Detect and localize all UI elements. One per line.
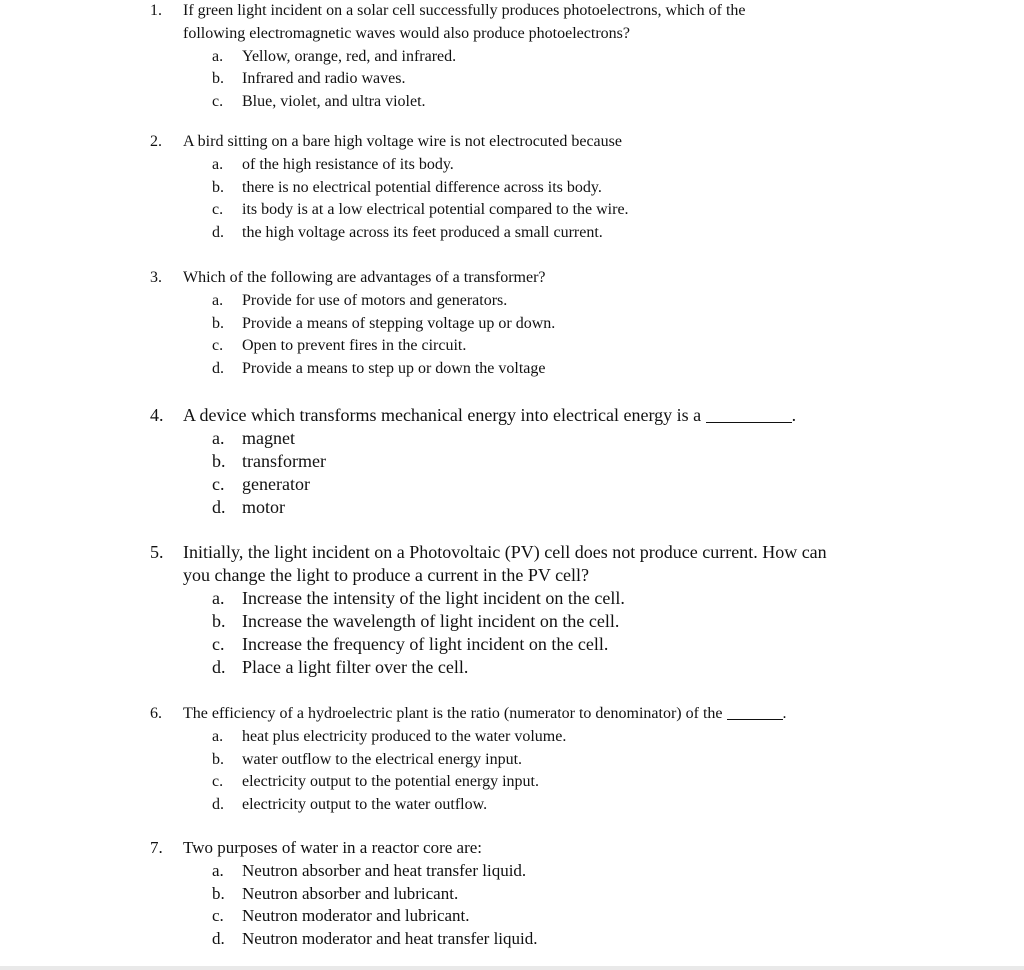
question-text	[183, 404, 796, 427]
option-letter: d.	[212, 497, 226, 517]
answer-option	[212, 68, 1020, 91]
option-letter: a.	[212, 727, 224, 745]
question-number: 7.	[150, 838, 163, 857]
answer-option	[212, 177, 1020, 200]
answer-option	[212, 335, 1020, 358]
answer-option	[212, 473, 1020, 496]
option-text: Place a light filter over the cell.	[242, 657, 469, 677]
option-letter: b.	[212, 314, 224, 332]
option-text: its body is at a low electrical potential compared to the wire.	[242, 201, 629, 219]
answer-option	[212, 905, 1020, 928]
option-text: Provide a means to step up or down the voltage	[242, 360, 546, 378]
answer-blank	[727, 703, 783, 720]
question-text: Two purposes of water in a reactor core are:	[183, 838, 483, 857]
question-4	[150, 404, 1020, 519]
answer-option	[212, 91, 1020, 114]
answer-option	[212, 883, 1020, 906]
option-letter: d.	[212, 657, 226, 677]
option-text: water outflow to the electrical energy input.	[242, 750, 523, 768]
option-letter: d.	[212, 224, 224, 242]
page-bottom-edge	[0, 966, 1024, 970]
option-text: Yellow, orange, red, and infrared.	[242, 47, 457, 65]
answer-option	[212, 358, 1020, 381]
option-letter: d.	[212, 796, 224, 814]
option-text: Increase the wavelength of light incident on the cell.	[242, 611, 620, 631]
question-text: If green light incident on a solar cell successfully produces photoelectrons, which of the	[183, 2, 746, 19]
option-text: Increase the intensity of the light incident on the cell.	[242, 588, 625, 608]
answer-option	[212, 46, 1020, 69]
question-number: 4.	[150, 405, 164, 425]
option-text: Provide for use of motors and generators.	[242, 291, 508, 309]
option-text: Infrared and radio waves.	[242, 70, 406, 88]
answer-option	[212, 771, 1020, 794]
answer-option	[212, 860, 1020, 883]
option-letter: d.	[212, 929, 225, 949]
option-letter: b.	[212, 451, 226, 471]
option-text: electricity output to the potential energy input.	[242, 773, 539, 791]
answer-option	[212, 427, 1020, 450]
answer-option	[212, 656, 1020, 679]
question-number: 5.	[150, 542, 164, 562]
option-letter: c.	[212, 337, 224, 355]
option-text: heat plus electricity produced to the water volume.	[242, 727, 567, 745]
question-number: 2.	[150, 133, 162, 150]
answer-option	[212, 928, 1020, 951]
question-text-end: .	[782, 705, 787, 722]
option-text: magnet	[242, 428, 295, 448]
answer-option	[212, 199, 1020, 222]
answer-option	[212, 794, 1020, 817]
answer-option	[212, 749, 1020, 772]
option-letter: c.	[212, 93, 224, 111]
option-text: generator	[242, 474, 310, 494]
question-text-continued: you change the light to produce a current in the PV cell?	[183, 565, 590, 585]
option-text: the high voltage across its feet produced a small current.	[242, 224, 603, 242]
question-text-end: .	[791, 405, 797, 425]
option-text: there is no electrical potential difference across its body.	[242, 178, 602, 196]
option-text: transformer	[242, 451, 326, 471]
option-letter: a.	[212, 291, 224, 309]
option-text: electricity output to the water outflow.	[242, 796, 488, 814]
option-letter: a.	[212, 155, 224, 173]
option-letter: b.	[212, 178, 224, 196]
answer-option	[212, 633, 1020, 656]
option-text: motor	[242, 497, 285, 517]
answer-option	[212, 290, 1020, 313]
option-text: of the high resistance of its body.	[242, 155, 454, 173]
question-7	[150, 837, 1020, 951]
question-text: Initially, the light incident on a Photovoltaic (PV) cell does not produce current. How can	[183, 542, 827, 562]
option-text: Neutron moderator and heat transfer liquid.	[242, 929, 538, 949]
question-text-start: A device which transforms mechanical energy into electrical energy is a	[183, 405, 702, 425]
answer-option	[212, 313, 1020, 336]
question-number: 3.	[150, 269, 162, 286]
question-2	[150, 131, 1020, 245]
question-text: A bird sitting on a bare high voltage wire is not electrocuted because	[183, 133, 622, 150]
option-letter: c.	[212, 906, 224, 926]
option-letter: a.	[212, 860, 224, 880]
question-text-continued: following electromagnetic waves would also produce photoelectrons?	[183, 24, 630, 42]
answer-option	[212, 587, 1020, 610]
option-text: Neutron moderator and lubricant.	[242, 906, 470, 926]
option-text: Neutron absorber and lubricant.	[242, 883, 459, 903]
answer-option	[212, 610, 1020, 633]
option-letter: c.	[212, 773, 224, 791]
question-text: Which of the following are advantages of a transformer?	[183, 269, 546, 286]
question-number: 1.	[150, 2, 162, 19]
answer-option	[212, 496, 1020, 519]
option-letter: a.	[212, 47, 224, 65]
option-text: Provide a means of stepping voltage up or down.	[242, 314, 556, 332]
option-text: Blue, violet, and ultra violet.	[242, 93, 426, 111]
answer-option	[212, 450, 1020, 473]
answer-option	[212, 222, 1020, 245]
question-1	[150, 0, 1020, 114]
option-letter: c.	[212, 634, 225, 654]
question-5	[150, 541, 1020, 679]
option-letter: b.	[212, 750, 224, 768]
option-letter: b.	[212, 611, 226, 631]
answer-option	[212, 726, 1020, 749]
answer-option	[212, 154, 1020, 177]
option-letter: d.	[212, 360, 224, 378]
option-text: Increase the frequency of light incident on the cell.	[242, 634, 609, 654]
question-6	[150, 703, 1020, 817]
answer-blank	[706, 404, 792, 423]
question-text	[183, 703, 787, 726]
option-letter: b.	[212, 883, 225, 903]
question-number: 6.	[150, 705, 162, 722]
option-text: Neutron absorber and heat transfer liquid.	[242, 860, 527, 880]
question-text-start: The efficiency of a hydroelectric plant is the ratio (numerator to denominator) of the	[183, 705, 723, 722]
question-3	[150, 267, 1020, 381]
option-text: Open to prevent fires in the circuit.	[242, 337, 467, 355]
option-letter: c.	[212, 201, 224, 219]
option-letter: a.	[212, 428, 225, 448]
option-letter: c.	[212, 474, 225, 494]
option-letter: a.	[212, 588, 225, 608]
option-letter: b.	[212, 70, 224, 88]
